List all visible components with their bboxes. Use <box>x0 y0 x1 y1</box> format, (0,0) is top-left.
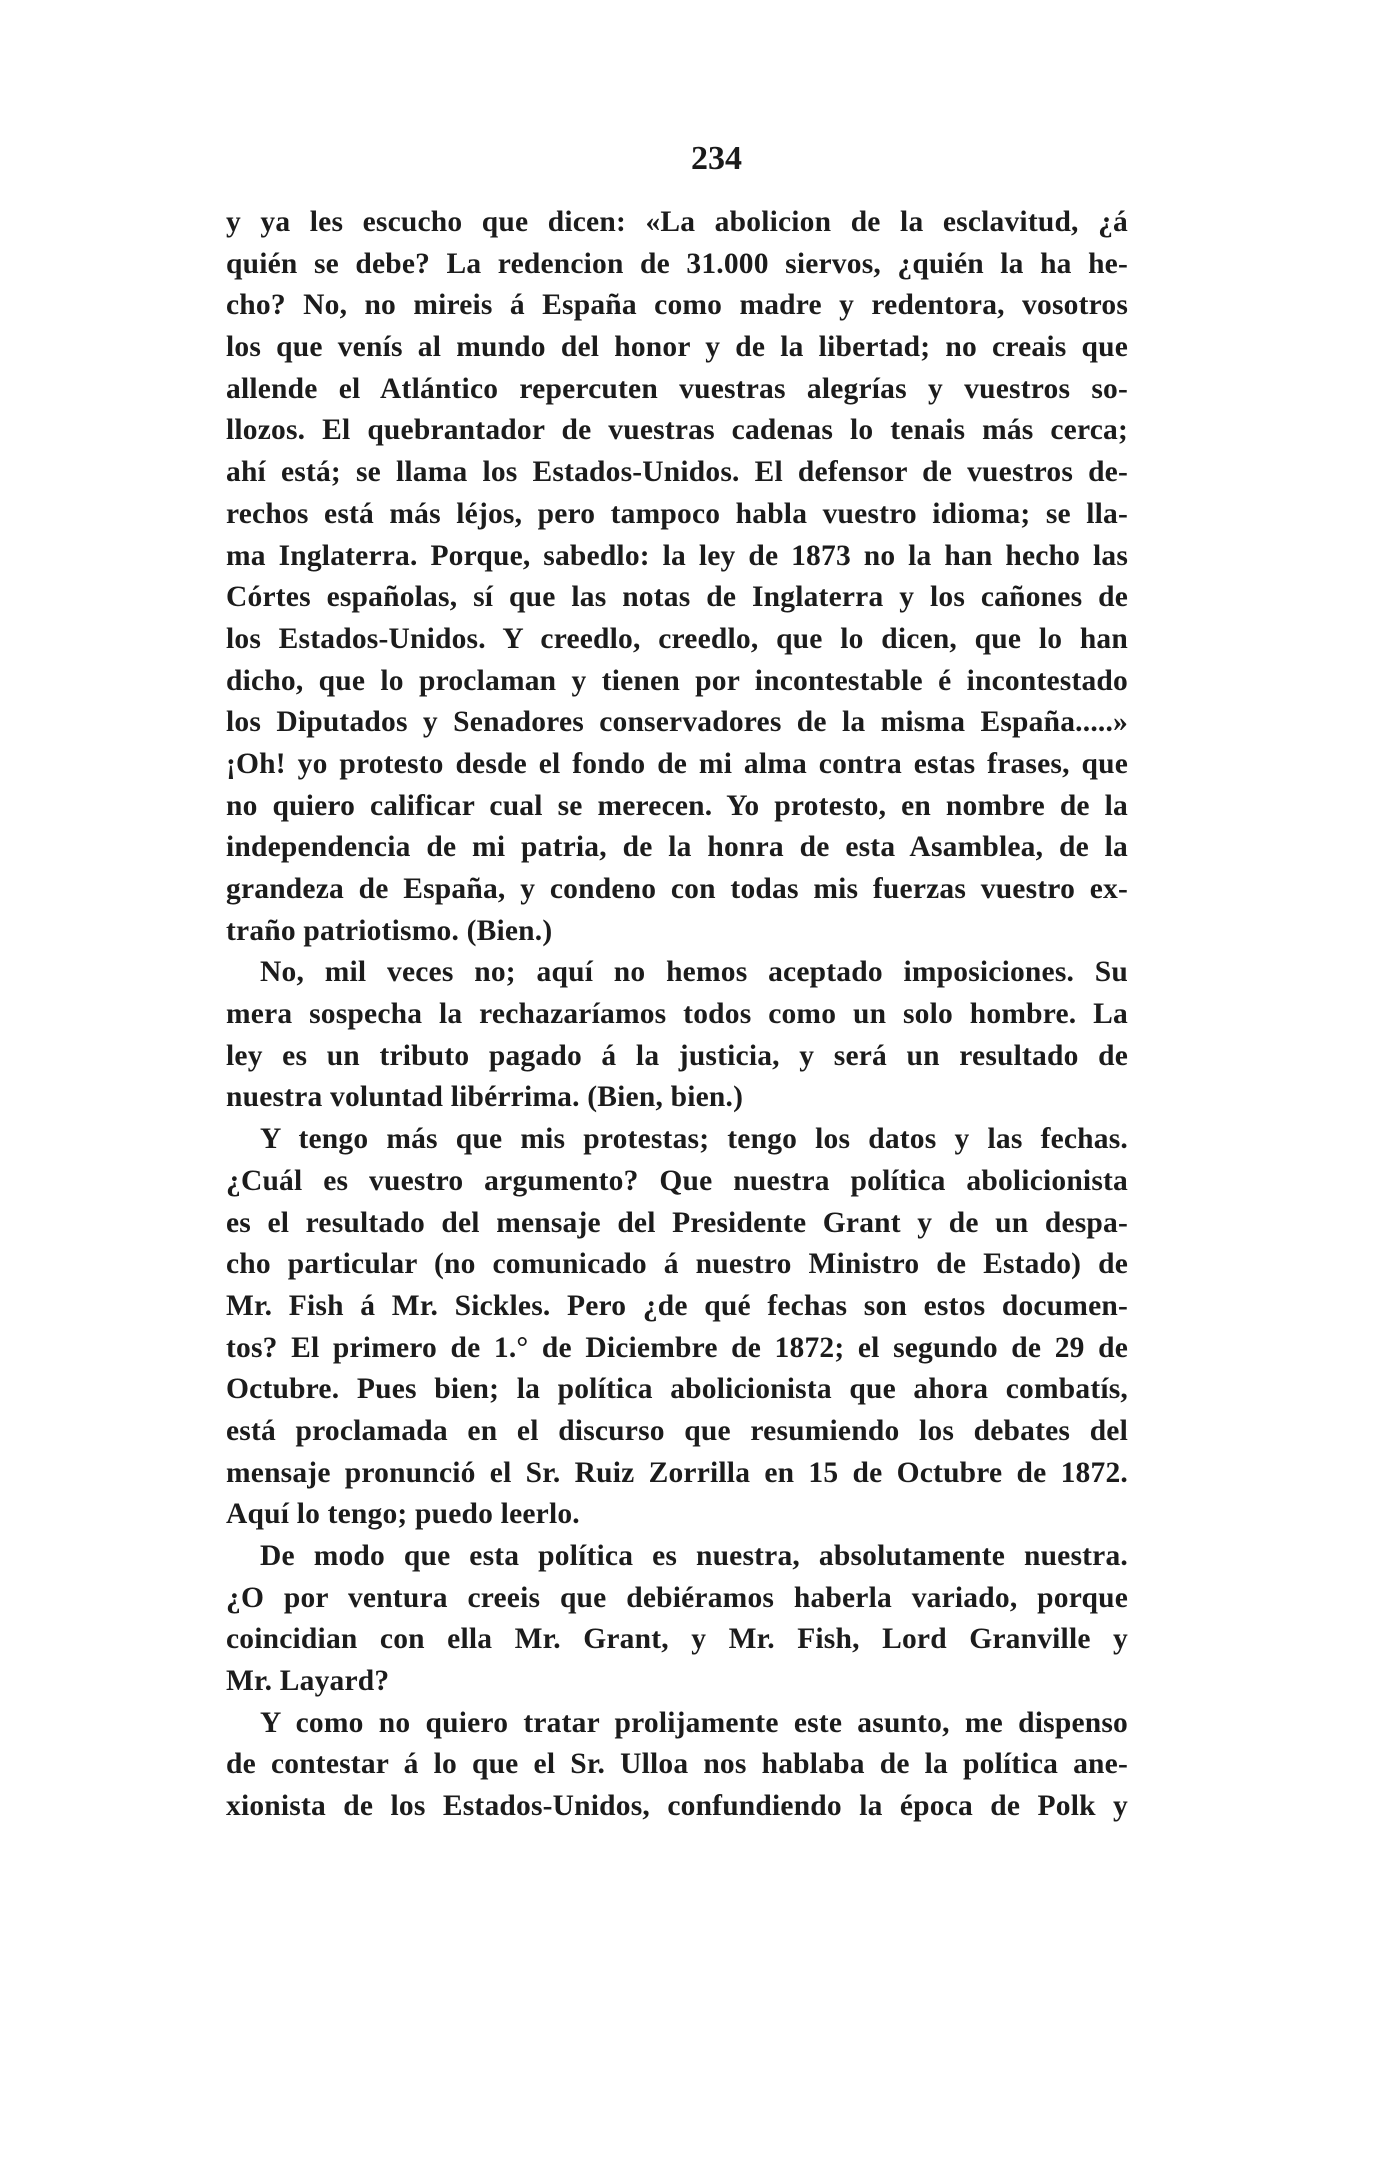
text-line: de contestar á lo que el Sr. Ulloa nos hablaba de la política ane- <box>226 1748 1128 1781</box>
text-line: independencia de mi patria, de la honra de esta Asamblea, de la <box>226 831 1128 864</box>
text-line: no quiero calificar cual se merecen. Yo protesto, en nombre de la <box>226 789 1128 822</box>
body-text <box>226 202 1128 1828</box>
text-line: dicho, que lo proclaman y tienen por incontestable é incontestado <box>226 664 1128 697</box>
text-line: Y tengo más que mis protestas; tengo los datos y las fechas. <box>260 1123 1128 1156</box>
text-line: traño patriotismo. (Bien.) <box>226 914 553 947</box>
text-line: Mr. Layard? <box>226 1665 390 1698</box>
text-line: Mr. Fish á Mr. Sickles. Pero ¿de qué fechas son estos documen- <box>226 1289 1128 1322</box>
text-line: los Diputados y Senadores conservadores de la misma España.....» <box>226 706 1128 739</box>
text-line: Córtes españolas, sí que las notas de Inglaterra y los cañones de <box>226 581 1128 614</box>
text-line: Aquí lo tengo; puedo leerlo. <box>226 1498 580 1531</box>
text-line: allende el Atlántico repercuten vuestras alegrías y vuestros so- <box>226 372 1128 405</box>
text-line: nuestra voluntad libérrima. (Bien, bien.) <box>226 1081 744 1114</box>
text-line: los que venís al mundo del honor y de la libertad; no creais que <box>226 331 1128 364</box>
text-line: está proclamada en el discurso que resumiendo los debates del <box>226 1414 1128 1447</box>
text-line: tos? El primero de 1.° de Diciembre de 1872; el segundo de 29 de <box>226 1331 1128 1364</box>
text-line: y ya les escucho que dicen: «La abolicion de la esclavitud, ¿á <box>226 206 1128 238</box>
text-line: cho particular (no comunicado á nuestro Ministro de Estado) de <box>226 1248 1128 1281</box>
text-line: mera sospecha la rechazaríamos todos como un solo hombre. La <box>226 998 1128 1031</box>
text-line: ¿Cuál es vuestro argumento? Que nuestra política abolicionista <box>226 1164 1128 1197</box>
text-line: llozos. El quebrantador de vuestras cadenas lo tenais más cerca; <box>226 414 1128 447</box>
text-line: quién se debe? La redencion de 31.000 siervos, ¿quién la ha he- <box>226 247 1128 280</box>
text-line: No, mil veces no; aquí no hemos aceptado imposiciones. Su <box>260 956 1128 989</box>
text-line: Octubre. Pues bien; la política abolicionista que ahora combatís, <box>226 1373 1128 1406</box>
text-line: ¡Oh! yo protesto desde el fondo de mi alma contra estas frases, que <box>226 747 1128 780</box>
text-line: rechos está más léjos, pero tampoco habla vuestro idioma; se lla- <box>226 497 1128 530</box>
text-line: De modo que esta política es nuestra, absolutamente nuestra. <box>260 1540 1128 1572</box>
text-line: cho? No, no mireis á España como madre y redentora, vosotros <box>226 289 1128 322</box>
text-line: mensaje pronunció el Sr. Ruiz Zorrilla en 15 de Octubre de 1872. <box>226 1456 1128 1489</box>
text-line: Y como no quiero tratar prolijamente este asunto, me dispenso <box>260 1706 1128 1739</box>
page-number: 234 <box>691 140 742 177</box>
text-line: ma Inglaterra. Porque, sabedlo: la ley de 1873 no la han hecho las <box>226 539 1128 572</box>
text-line: coincidian con ella Mr. Grant, y Mr. Fish, Lord Granville y <box>226 1623 1128 1656</box>
text-line: es el resultado del mensaje del Presidente Grant y de un despa- <box>226 1206 1128 1239</box>
text-line: xionista de los Estados-Unidos, confundiendo la época de Polk y <box>226 1790 1128 1823</box>
text-line: ley es un tributo pagado á la justicia, y será un resultado de <box>226 1039 1128 1072</box>
text-line: los Estados-Unidos. Y creedlo, creedlo, que lo dicen, que lo han <box>226 622 1128 655</box>
text-line: grandeza de España, y condeno con todas mis fuerzas vuestro ex- <box>226 873 1128 905</box>
text-line: ahí está; se llama los Estados-Unidos. El defensor de vuestros de- <box>226 456 1128 489</box>
text-line: ¿O por ventura creeis que debiéramos haberla variado, porque <box>226 1581 1128 1614</box>
